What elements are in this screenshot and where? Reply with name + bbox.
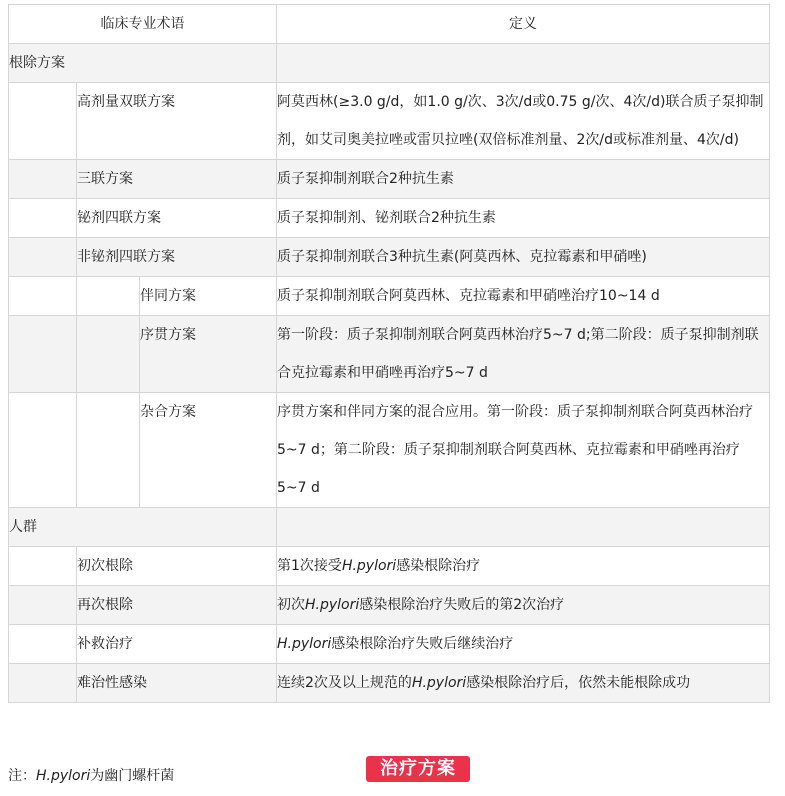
table-row [9,664,770,703]
definition-cell: 阿莫西林(≥3.0 g/d，如1.0 g/次、3次/d或0.75 g/次、4次/d)联合质子泵抑制剂，如艾司奥美拉唑或雷贝拉唑(双倍标准剂量、2次/d或标准剂量、4次/d) [277,83,770,160]
footnote-pathogen: H.pylori [36,768,91,784]
table-row [9,586,770,625]
header-term: 临床专业术语 [9,5,277,44]
table-row [9,547,770,586]
definition-cell: 第1次接受H.pylori感染根除治疗 [277,547,770,586]
section-empty-cell [277,508,770,547]
section-label-regimen: 根除方案 [9,44,277,83]
term-cell: 序贯方案 [140,316,277,393]
definition-cell: 初次H.pylori感染根除治疗失败后的第2次治疗 [277,586,770,625]
term-cell: 高剂量双联方案 [77,83,277,160]
pathogen-name: H.pylori [277,636,332,652]
definition-cell: 质子泵抑制剂联合阿莫西林、克拉霉素和甲硝唑治疗10~14 d [277,277,770,316]
section-row-population [9,508,770,547]
table-row [9,316,770,393]
terms-table [8,4,770,703]
definition-cell: 第一阶段：质子泵抑制剂联合阿莫西林治疗5~7 d;第二阶段：质子泵抑制剂联合克拉霉素和甲硝唑再治疗5~7 d [277,316,770,393]
term-cell: 初次根除 [77,547,277,586]
definition-cell: 质子泵抑制剂联合3种抗生素(阿莫西林、克拉霉素和甲硝唑) [277,238,770,277]
definition-cell: H.pylori感染根除治疗失败后继续治疗 [277,625,770,664]
definition-cell: 连续2次及以上规范的H.pylori感染根除治疗后，依然未能根除成功 [277,664,770,703]
term-cell: 伴同方案 [140,277,277,316]
section-label-population: 人群 [9,508,277,547]
term-cell: 杂合方案 [140,393,277,508]
table-row [9,199,770,238]
term-cell: 三联方案 [77,160,277,199]
pathogen-name: H.pylori [411,675,467,691]
definition-cell: 序贯方案和伴同方案的混合应用。第一阶段：质子泵抑制剂联合阿莫西林治疗5~7 d；第二阶段：质子泵抑制剂联合阿莫西林、克拉霉素和甲硝唑再治疗5~7 d [277,393,770,508]
table-row [9,160,770,199]
table-row [9,625,770,664]
definition-cell: 质子泵抑制剂联合2种抗生素 [277,160,770,199]
pathogen-name: H.pylori [341,558,397,574]
pathogen-name: H.pylori [305,597,360,613]
table-row [9,238,770,277]
term-cell: 难治性感染 [77,664,277,703]
table-row [9,393,770,508]
term-cell: 补救治疗 [77,625,277,664]
section-empty-cell [277,44,770,83]
term-cell: 非铋剂四联方案 [77,238,277,277]
table-header-row [9,5,770,44]
table-row [9,277,770,316]
definition-cell: 质子泵抑制剂、铋剂联合2种抗生素 [277,199,770,238]
term-cell: 铋剂四联方案 [77,199,277,238]
term-cell: 再次根除 [77,586,277,625]
header-definition: 定义 [277,5,770,44]
table-row [9,83,770,160]
section-row-regimen [9,44,770,83]
footnote: 注：H.pylori为幽门螺杆菌 [8,768,175,784]
watermark-logo: 治疗方案 [366,756,470,782]
